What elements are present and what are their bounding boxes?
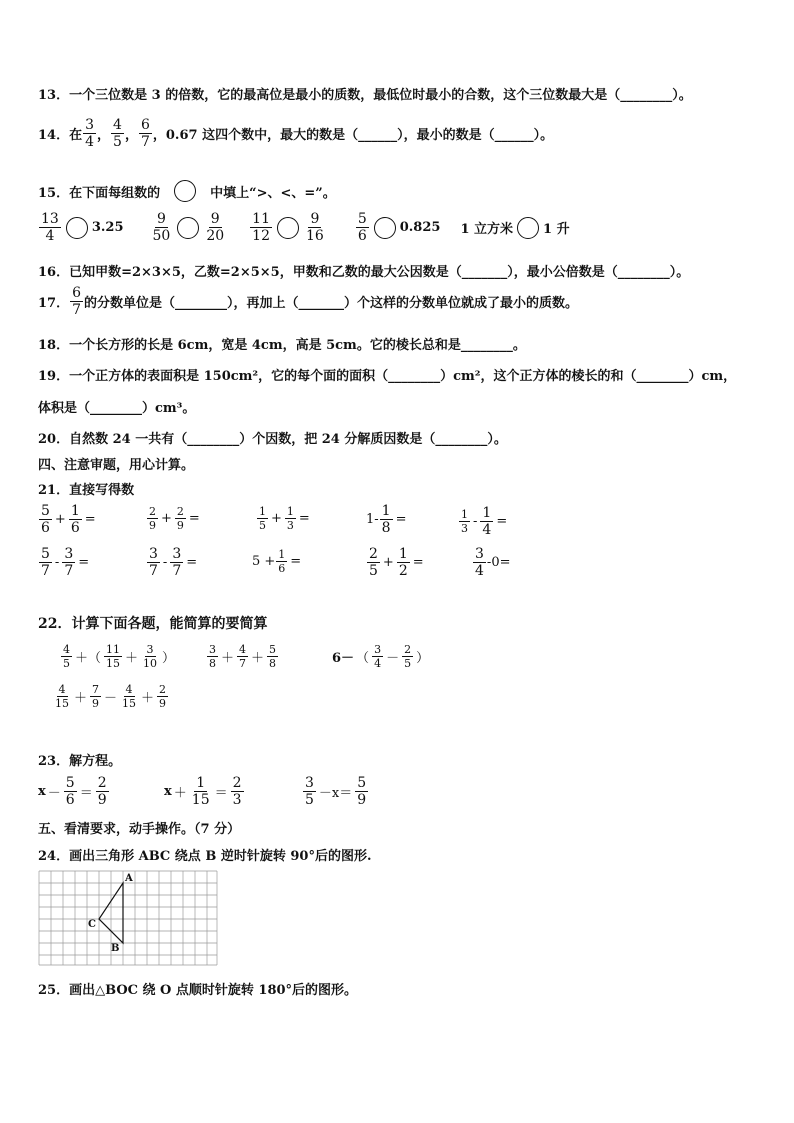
q22-expr-2: $\frac{3}{8}$ ＋ $\frac{4}{7}$ ＋ $\frac{5}{8}$ [209,643,277,670]
q21-item: $\frac{5}{7}$ - $\frac{3}{7}$ = [41,546,90,579]
point-a-label: A [125,873,133,884]
compare-circle-example [174,180,196,202]
q15-items: $\frac{13}{4}$ 3.25 $\frac{9}{50}$ $\frac{9}{20}$ $\frac{11}{12}$ $\frac{9}{16}$ $\frac{5}{6}$ 0.825 1 立方米 1 升 [41,211,570,244]
q21-item: $\frac{5}{6}$ + $\frac{1}{6}$ = [41,503,96,536]
grid-diagram [38,870,218,966]
section-4-heading: 四、注意审题，用心计算。 [38,458,195,473]
fraction: $\frac{9}{16}$ [305,211,324,244]
q14-prefix: 14．在 [38,128,83,143]
question-19-line2: 体积是（________）cm³。 [38,401,196,416]
q21-item: $\frac{2}{5}$ + $\frac{1}{2}$ = [369,546,424,579]
question-19-line1: 19．一个正方体的表面积是 150cm²，它的每个面的面积（________）cm²，这个正方体的棱长的和（________）cm， [38,369,737,384]
compare-circle[interactable] [66,217,88,239]
grid-lines [39,871,217,965]
q21-item: $\frac{2}{9}$ + $\frac{2}{9}$ = [149,505,200,532]
fraction: $\frac{3}{4}$ [85,117,95,150]
question-25: 25．画出△BOC 绕 O 点顺时针旋转 180°后的图形。 [38,983,358,998]
question-17: 17． $\frac{6}{7}$ 的分数单位是（________），再加上（_______）个这样的分数单位就成了最小的质数。 [38,285,579,318]
fraction: $\frac{13}{4}$ [41,211,59,244]
compare-circle[interactable] [177,217,199,239]
question-16: 16．已知甲数=2×3×5，乙数=2×5×5，甲数和乙数的最大公因数是（_______），最小公倍数是（________）。 [38,265,690,280]
q21-item: $\frac{1}{3}$ - $\frac{1}{4}$ = [461,505,508,538]
question-14: 14．在 $\frac{3}{4}$ ， $\frac{4}{5}$ ， $\frac{6}{7}$ ，0.67 这四个数中，最大的数是（______），最小的数是（______）。 [38,117,554,150]
question-20: 20．自然数 24 一共有（________）个因数，把 24 分解质因数是（________）。 [38,432,507,447]
q21-item: 1- $\frac{1}{8}$ = [366,503,407,536]
q22-expr-4: $\frac{4}{15}$ ＋ $\frac{7}{9}$ － $\frac{4}{15}$ ＋ $\frac{2}{9}$ [55,683,167,710]
question-18: 18．一个长方形的长是 6cm，宽是 4cm，高是 5cm。它的棱长总和是________。 [38,338,526,353]
compare-circle[interactable] [374,217,396,239]
fraction: $\frac{5}{6}$ [357,211,367,244]
point-b-label: B [111,943,120,954]
fraction: $\frac{9}{20}$ [206,211,225,244]
q22-expr-1: $\frac{4}{5}$ ＋（ $\frac{11}{15}$ ＋ $\frac{3}{10}$ ） [63,643,176,670]
section-5-heading: 五、看清要求，动手操作。（7 分） [38,822,241,837]
equation-1: x － $\frac{5}{6}$ ＝ $\frac{2}{9}$ [38,775,107,808]
question-23-title: 23．解方程。 [38,754,122,769]
q21-item: $\frac{3}{7}$ - $\frac{3}{7}$ = [149,546,198,579]
fraction: $\frac{6}{7}$ [140,117,150,150]
fraction: $\frac{11}{12}$ [252,211,270,244]
question-15: 15．在下面每组数的 中填上“>、<、=”。 [38,180,336,202]
question-13: 13．一个三位数是 3 的倍数，它的最高位是最小的质数，最低位时最小的合数，这个三位数最大是（________）。 [38,88,692,103]
fraction: $\frac{6}{7}$ [72,285,82,318]
question-22-title: 22．计算下面各题，能简算的要简算 [38,616,268,632]
equation-2: x ＋ $\frac{1}{15}$ ＝ $\frac{2}{3}$ [164,775,242,808]
fraction: $\frac{9}{50}$ [152,211,171,244]
equation-3: $\frac{3}{5}$ －x＝ $\frac{5}{9}$ [305,775,367,808]
fraction: $\frac{4}{5}$ [113,117,122,150]
compare-circle[interactable] [517,217,539,239]
question-24: 24．画出三角形 ABC 绕点 B 逆时针旋转 90°后的图形. [38,849,372,864]
q21-item: $\frac{3}{4}$ -0= [475,546,511,579]
compare-circle[interactable] [277,217,299,239]
question-21-title: 21．直接写得数 [38,483,135,498]
q21-item: 5 + $\frac{1}{6}$ = [252,548,302,575]
point-c-label: C [88,919,96,930]
q14-suffix: ，0.67 这四个数中，最大的数是（______），最小的数是（______）。 [152,128,554,143]
q21-item: $\frac{1}{5}$ + $\frac{1}{3}$ = [259,505,310,532]
q22-expr-3: 6－ （ $\frac{3}{4}$ － $\frac{2}{5}$ ） [332,643,430,670]
